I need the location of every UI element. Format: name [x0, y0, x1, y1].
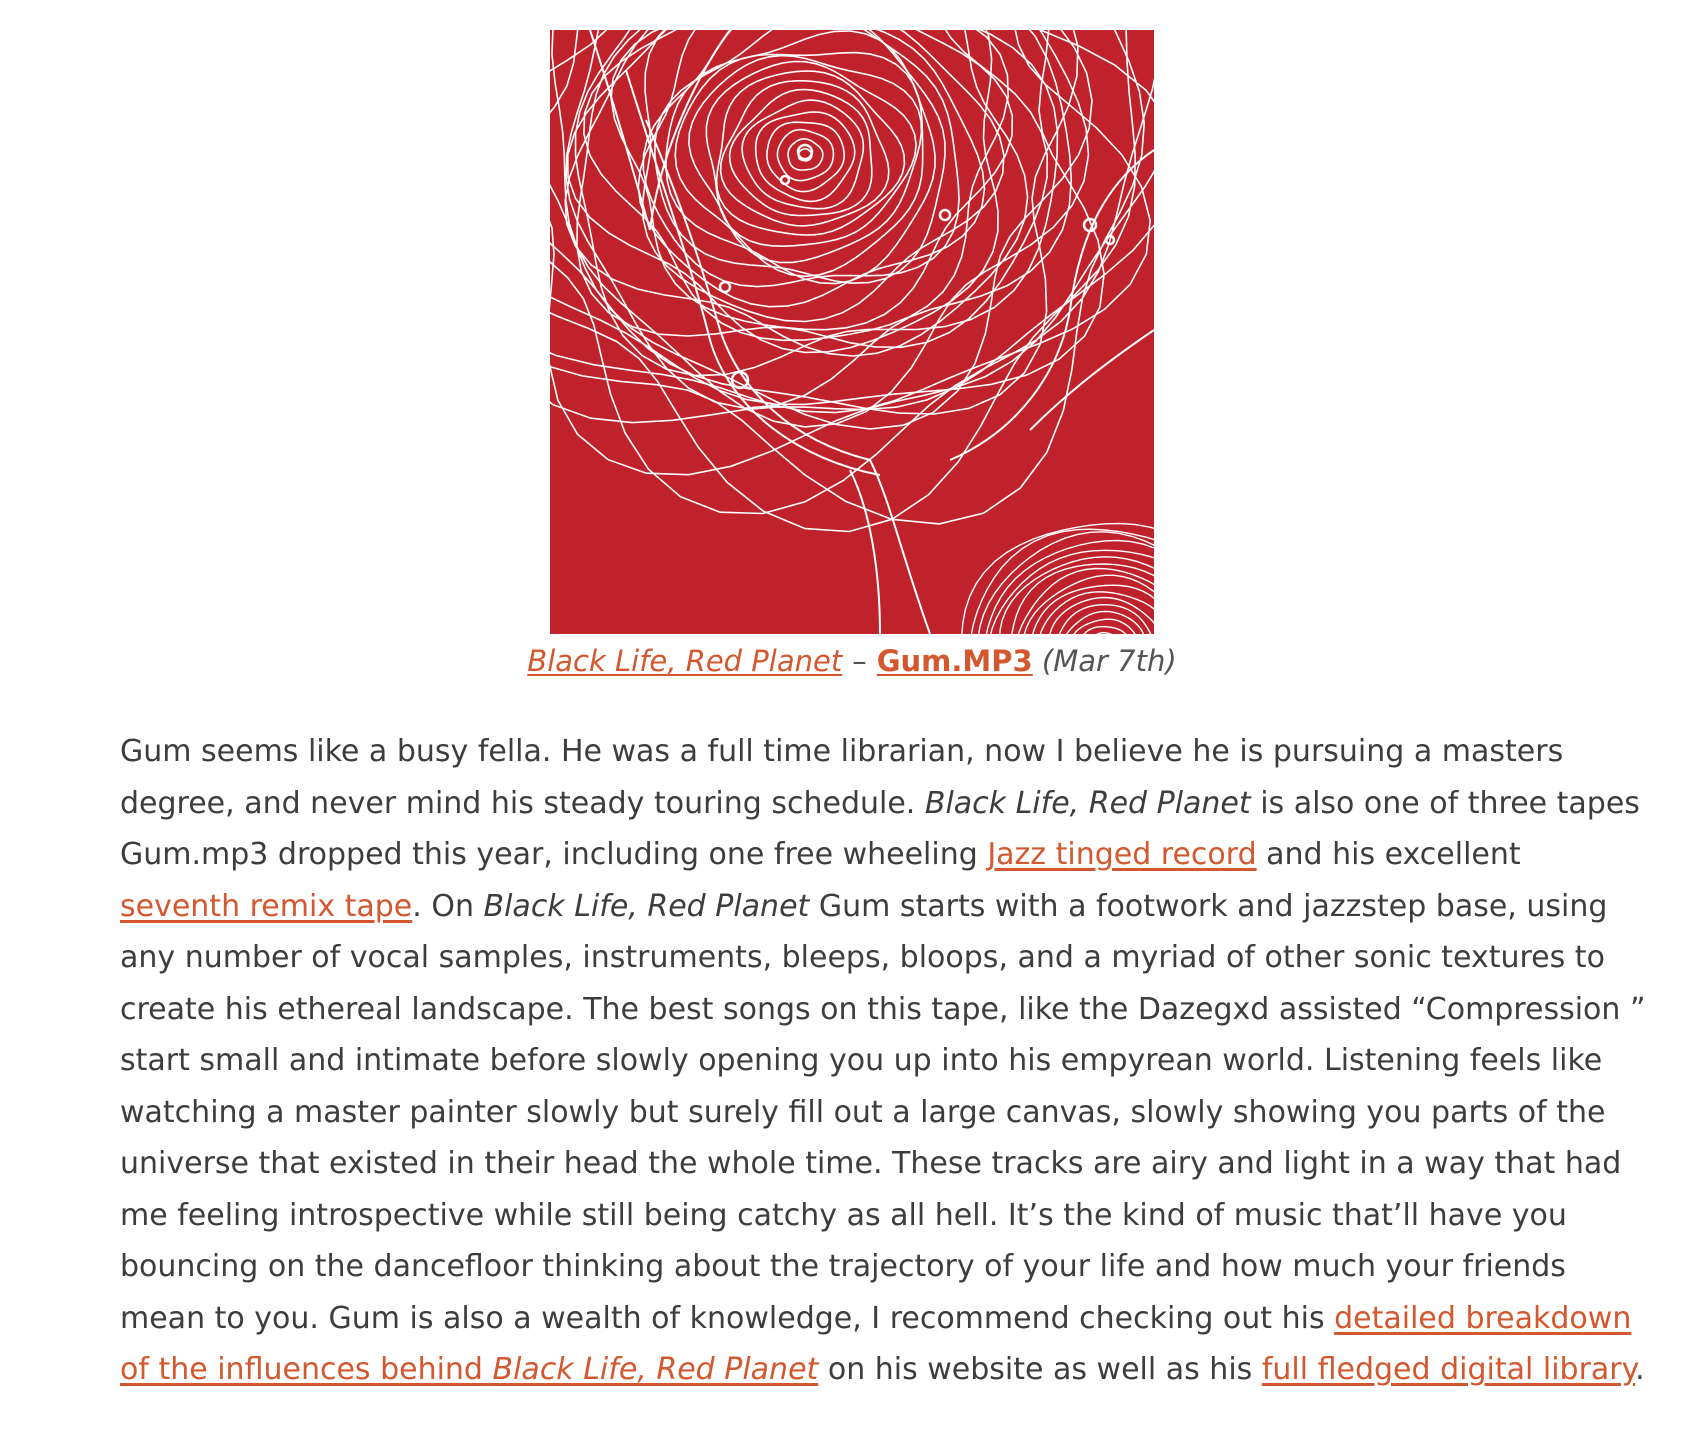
album-caption	[0, 638, 1704, 684]
text-segment: is also one of three tapes Gum.mp3 dropped this year, including one free wheeling	[120, 785, 1640, 872]
text-segment: . On	[412, 888, 484, 924]
link-album-emphasis: Black Life, Red Planet	[492, 1352, 819, 1387]
article-paragraph	[120, 726, 1650, 1396]
artist-link[interactable]: Gum.MP3	[876, 644, 1033, 678]
digital-library-link[interactable]: full fledged digital library	[1261, 1352, 1636, 1387]
text-segment: and his excellent	[1256, 837, 1521, 872]
album-title-emphasis: Black Life, Red Planet	[924, 785, 1251, 821]
album-figure	[0, 30, 1704, 684]
article-body	[120, 726, 1650, 1396]
link-text: detailed breakdown of the influences behind	[120, 1300, 1632, 1387]
text-segment: Gum seems like a busy fella. He was a full time librarian, now I believe he is pursuing a masters degree, and never mind his steady touring schedule.	[120, 734, 1564, 821]
contour-lines-icon	[550, 30, 1154, 634]
album-title-link[interactable]: Black Life, Red Planet	[527, 644, 843, 678]
text-segment: .	[1635, 1352, 1645, 1387]
contour-map-album-cover[interactable]	[550, 30, 1154, 634]
caption-dash: –	[852, 644, 867, 678]
album-title-emphasis: Black Life, Red Planet	[483, 888, 810, 924]
jazz-record-link[interactable]: Jazz tinged record	[987, 837, 1257, 872]
text-segment: Gum starts with a footwork and jazzstep base, using any number of vocal samples, instruments, bleeps, bloops, and a myriad of other sonic textures to create his ethereal landscape. The best songs on this tape, like the Dazegxd assisted “Compression ” start small and intimate before slowly opening you up into his empyrean world. Listening feels like watching a master painter slowly but surely fill out a large canvas, slowly showing you parts of the universe that existed in their head the whole time. These tracks are airy and light in a way that had me feeling introspective while still being catchy as all hell. It’s the kind of music that’ll have you bouncing on the dancefloor thinking about the trajectory of your life and how much your friends mean to you. Gum is also a wealth of knowledge, I recommend checking out his	[120, 888, 1646, 1336]
text-segment: on his website as well as his	[818, 1352, 1262, 1387]
release-date: (Mar 7th)	[1041, 644, 1177, 678]
remix-tape-link[interactable]: seventh remix tape	[120, 888, 413, 924]
